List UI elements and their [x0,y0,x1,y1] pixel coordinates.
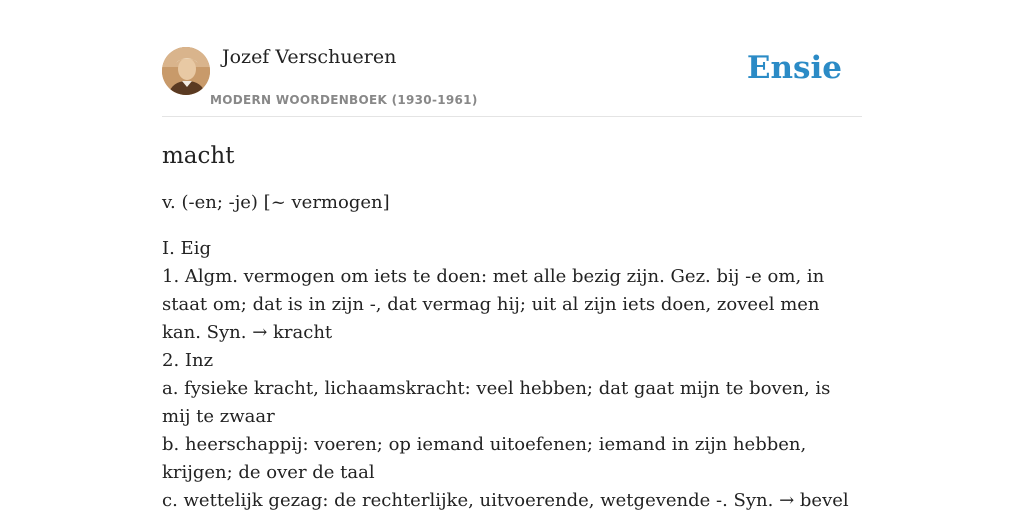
entry-title: macht [162,143,235,169]
source-label[interactable]: MODERN WOORDENBOEK (1930-1961) [210,93,478,107]
definition-line: b. heerschappij: voeren; op iemand uitoefenen; iemand in zijn hebben, krijgen; de over de taal [162,434,807,483]
definition-line: c. wettelijk gezag: de rechterlijke, uitvoerende, wetgevende -. Syn. → bevel [162,490,849,511]
avatar[interactable] [162,47,210,95]
site-logo[interactable]: Ensie [746,50,842,86]
definition-line: a. fysieke kracht, lichaamskracht: veel hebben; dat gaat mijn te boven, is mij te zwaar [162,378,831,427]
page [162,0,862,515]
author-name[interactable]: Jozef Verschueren [222,46,397,68]
definition-line: I. Eig [162,238,211,259]
entry-body [162,235,862,515]
entry-grammar: v. (-en; -je) [~ vermogen] [162,192,390,213]
definition-line: 2. Inz [162,350,214,371]
author-portrait-icon [162,47,210,95]
definition-line: 1. Algm. vermogen om iets te doen: met alle bezig zijn. Gez. bij -e om, in staat om; dat is in zijn -, dat vermag hij; uit al zijn iets doen, zoveel men kan. Syn. → kracht [162,266,825,343]
header [162,0,862,117]
